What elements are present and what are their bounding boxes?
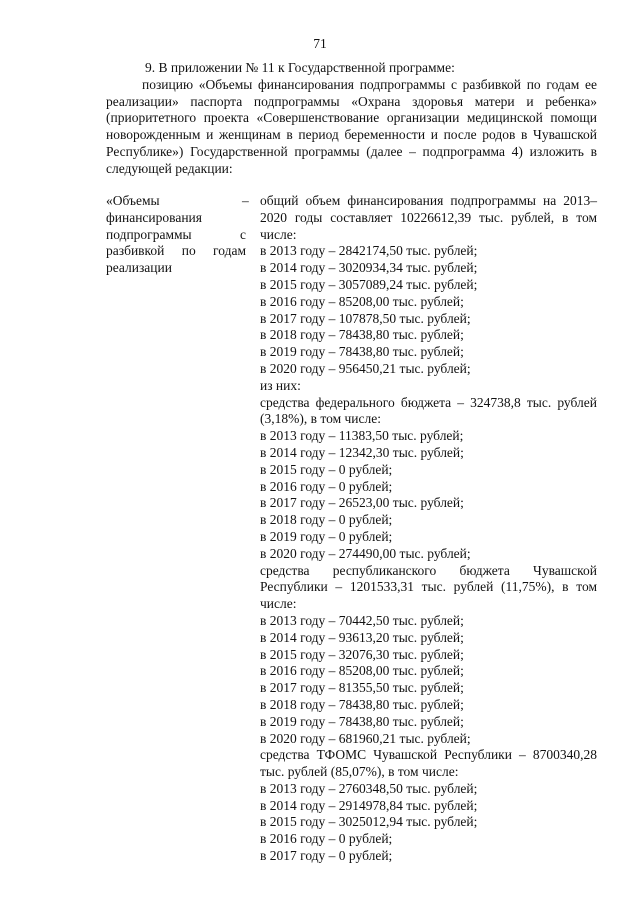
separator-dash: – (242, 193, 249, 208)
total-year-line: в 2017 году – 107878,50 тыс. рублей; (260, 310, 471, 326)
tfoms-year-line: в 2015 году – 3025012,94 тыс. рублей; (260, 814, 478, 830)
federal-year-line: в 2020 году – 274490,00 тыс. рублей; (260, 545, 471, 561)
republic-year-line: в 2018 году – 78438,80 тыс. рублей; (260, 696, 464, 712)
tfoms-year-line: в 2013 году – 2760348,50 тыс. рублей; (260, 780, 478, 796)
intro-section (106, 60, 597, 178)
republic-year-line: в 2019 году – 78438,80 тыс. рублей; (260, 713, 464, 729)
funding-details (260, 193, 597, 865)
federal-year-line: в 2013 году – 11383,50 тыс. рублей; (260, 428, 464, 444)
amendment-item: 9. В приложении № 11 к Государственной программе: (145, 60, 455, 75)
total-year-line: в 2013 году – 2842174,50 тыс. рублей; (260, 243, 478, 259)
amendment-paragraph: позицию «Объемы финансирования подпрограммы с разбивкой по годам ее реализации» паспорта подпрограммы «Охрана здоровья матери и ребенка» (приоритетного проекта «Совершенствование организации медицинской помощи новорожденным и женщинам в период беременности и после родов в Чувашской Республике») Государственной программы (далее – подпрограмма 4) изложить в следующей редакции: (106, 76, 597, 176)
total-year-line: в 2016 году – 85208,00 тыс. рублей; (260, 293, 464, 309)
federal-year-line: в 2014 году – 12342,30 тыс. рублей; (260, 444, 464, 460)
federal-year-line: в 2016 году – 0 рублей; (260, 478, 393, 494)
total-funding-text: общий объем финансирования подпрограммы на 2013–2020 годы составляет 10226612,39 тыс. рублей, в том числе: (260, 193, 597, 242)
republic-year-line: в 2016 году – 85208,00 тыс. рублей; (260, 663, 464, 679)
total-year-line: в 2020 году – 956450,21 тыс. рублей; (260, 360, 471, 376)
tfoms-year-line: в 2016 году – 0 рублей; (260, 831, 393, 847)
republic-year-line: в 2014 году – 93613,20 тыс. рублей; (260, 629, 464, 645)
republic-budget-text: средства республиканского бюджета Чувашской Республики – 1201533,31 тыс. рублей (11,75%), в том числе: (260, 562, 597, 612)
total-year-line: в 2019 году – 78438,80 тыс. рублей; (260, 344, 464, 360)
total-year-line: в 2018 году – 78438,80 тыс. рублей; (260, 327, 464, 343)
federal-year-line: в 2015 году – 0 рублей; (260, 461, 393, 477)
tfoms-text: средства ТФОМС Чувашской Республики – 8700340,28 тыс. рублей (85,07%), в том числе: (260, 747, 597, 780)
tfoms-year-line: в 2014 году – 2914978,84 тыс. рублей; (260, 797, 478, 813)
federal-year-line: в 2019 году – 0 рублей; (260, 528, 393, 544)
total-year-line: в 2015 году – 3057089,24 тыс. рублей; (260, 276, 478, 292)
of-them-text: из них: (260, 377, 301, 393)
republic-year-line: в 2017 году – 81355,50 тыс. рублей; (260, 680, 464, 696)
republic-year-line: в 2020 году – 681960,21 тыс. рублей; (260, 730, 471, 746)
page-number: 71 (313, 36, 327, 51)
republic-year-line: в 2015 году – 32076,30 тыс. рублей; (260, 646, 464, 662)
republic-year-line: в 2013 году – 70442,50 тыс. рублей; (260, 612, 464, 628)
federal-budget-text: средства федерального бюджета – 324738,8 тыс. рублей (3,18%), в том числе: (260, 394, 597, 427)
funding-label: «Объемы финансирования подпрограммы с разбивкой по годам реализации (106, 193, 246, 276)
total-year-line: в 2014 году – 3020934,34 тыс. рублей; (260, 260, 478, 276)
federal-year-line: в 2017 году – 26523,00 тыс. рублей; (260, 495, 464, 511)
federal-year-line: в 2018 году – 0 рублей; (260, 512, 393, 528)
tfoms-year-line: в 2017 году – 0 рублей; (260, 848, 393, 864)
